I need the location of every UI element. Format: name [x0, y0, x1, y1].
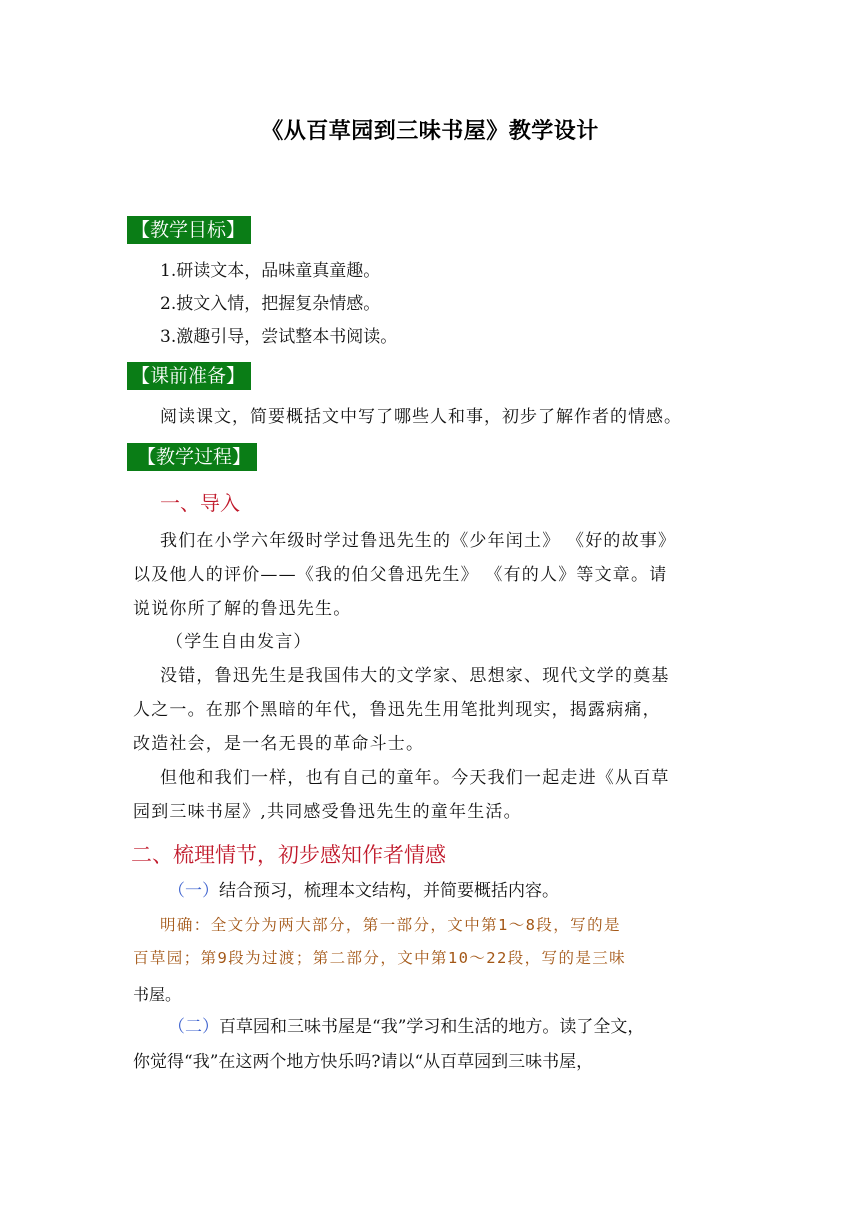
- section-badge-goals: 【教学目标】: [127, 216, 251, 244]
- question-one-text: 结合预习，梳理本文结构，并简要概括内容。: [219, 881, 559, 901]
- answer-line: 书屋。: [133, 985, 182, 1004]
- intro-para3-line: 园到三味书屋》,共同感受鲁迅先生的童年生活。: [133, 802, 522, 822]
- answer-line: 明确：全文分为两大部分，第一部分，文中第1～8段，写的是: [160, 916, 621, 934]
- heading-intro: 一、导入: [160, 491, 240, 515]
- section-badge-prep: 【课前准备】: [127, 362, 251, 390]
- question-one-number: （一）: [168, 881, 219, 901]
- intro-note: （学生自由发言）: [166, 632, 312, 652]
- goal-item: 3.激趣引导，尝试整本书阅读。: [160, 327, 398, 347]
- section-badge-process: 【教学过程】: [127, 443, 257, 471]
- goal-item: 2.披文入情，把握复杂情感。: [160, 294, 381, 314]
- document-title: 《从百草园到三味书屋》教学设计: [261, 119, 599, 144]
- question-two-line2: 你觉得“我”在这两个地方快乐吗?请以“从百草园到三味书屋，: [133, 1052, 594, 1072]
- intro-para1-line: 说说你所了解的鲁迅先生。: [133, 599, 352, 619]
- intro-para2-line: 人之一。在那个黑暗的年代，鲁迅先生用笔批判现实，揭露病痛，: [133, 700, 661, 720]
- answer-line: 百草园；第9段为过渡；第二部分，文中第10～22段，写的是三味: [133, 949, 627, 967]
- goal-item: 1.研读文本，品味童真童趣。: [160, 261, 381, 281]
- intro-para1-line: 以及他人的评价——《我的伯父鲁迅先生》 《有的人》等文章。请: [133, 565, 668, 585]
- question-two: [168, 1015, 644, 1039]
- question-two-number: （二）: [168, 1017, 219, 1037]
- intro-para1-line: 我们在小学六年级时学过鲁迅先生的《少年闰土》 《好的故事》: [160, 531, 677, 551]
- heading-part-two: 二、梳理情节，初步感知作者情感: [131, 843, 446, 867]
- question-two-text: 百草园和三味书屋是“我”学习和生活的地方。读了全文，: [219, 1017, 645, 1037]
- question-one: [168, 879, 559, 903]
- intro-para2-line: 没错，鲁迅先生是我国伟大的文学家、思想家、现代文学的奠基: [160, 666, 670, 686]
- intro-para2-line: 改造社会，是一名无畏的革命斗士。: [133, 734, 425, 754]
- prep-text: 阅读课文，简要概括文中写了哪些人和事，初步了解作者的情感。: [160, 407, 682, 427]
- intro-para3-line: 但他和我们一样，也有自己的童年。今天我们一起走进《从百草: [160, 768, 670, 788]
